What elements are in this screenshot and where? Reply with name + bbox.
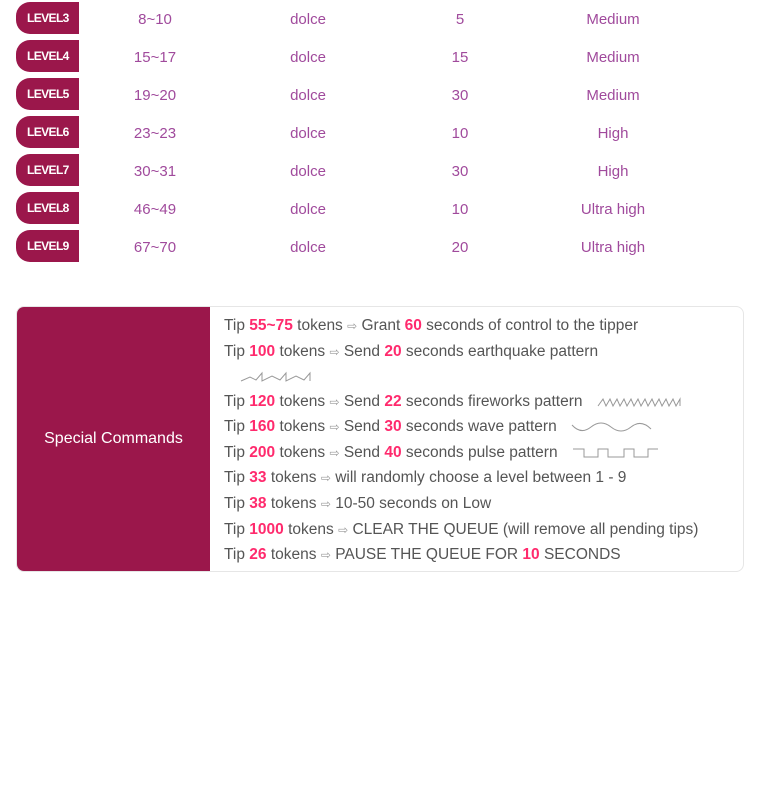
strength-level: Ultra high bbox=[580, 201, 646, 218]
token-amount: 38 bbox=[249, 494, 267, 512]
token-range: 46~49 bbox=[133, 201, 177, 218]
pattern-name: dolce bbox=[290, 125, 326, 142]
command-text: will randomly choose a level between 1 - 9 bbox=[335, 469, 627, 487]
earthquake-pattern-icon bbox=[240, 371, 312, 383]
special-commands-heading: Special Commands bbox=[17, 307, 210, 571]
duration-seconds: 10 bbox=[451, 201, 469, 218]
command-item bbox=[224, 313, 739, 339]
arrow-icon: ⇨ bbox=[338, 522, 349, 537]
command-text: Send bbox=[343, 392, 381, 410]
token-range: 8~10 bbox=[138, 11, 172, 28]
command-text: Send bbox=[343, 418, 381, 436]
level-table bbox=[16, 0, 736, 266]
tip-word: Tip bbox=[224, 418, 245, 436]
command-text: seconds wave pattern bbox=[405, 418, 557, 436]
token-amount: 1000 bbox=[249, 520, 284, 538]
command-text: SECONDS bbox=[543, 546, 621, 564]
arrow-icon: ⇨ bbox=[329, 420, 340, 435]
seconds-amount: 20 bbox=[384, 342, 402, 360]
pulse-pattern-icon bbox=[572, 447, 660, 459]
duration-seconds: 20 bbox=[451, 239, 469, 256]
pattern-name: dolce bbox=[290, 201, 326, 218]
pattern-name: dolce bbox=[290, 49, 326, 66]
command-item bbox=[224, 389, 739, 415]
arrow-icon: ⇨ bbox=[320, 496, 331, 511]
token-amount: 33 bbox=[249, 469, 267, 487]
level-badge: LEVEL6 bbox=[16, 116, 79, 148]
arrow-icon: ⇨ bbox=[329, 445, 340, 460]
tokens-word: tokens bbox=[279, 418, 326, 436]
strength-level: Ultra high bbox=[580, 239, 646, 256]
token-range: 30~31 bbox=[133, 163, 177, 180]
arrow-icon: ⇨ bbox=[320, 471, 331, 486]
command-text: seconds earthquake pattern bbox=[405, 342, 599, 360]
level-row bbox=[16, 228, 736, 266]
wave-pattern-icon bbox=[571, 421, 653, 433]
level-badge: LEVEL5 bbox=[16, 78, 79, 110]
duration-seconds: 5 bbox=[455, 11, 465, 28]
token-range: 67~70 bbox=[133, 239, 177, 256]
tip-word: Tip bbox=[224, 546, 245, 564]
command-item bbox=[224, 517, 739, 543]
level-badge: LEVEL7 bbox=[16, 154, 79, 186]
duration-seconds: 30 bbox=[451, 163, 469, 180]
tokens-word: tokens bbox=[279, 392, 326, 410]
tip-word: Tip bbox=[224, 469, 245, 487]
token-range: 15~17 bbox=[133, 49, 177, 66]
token-amount: 120 bbox=[249, 392, 276, 410]
level-badge: LEVEL9 bbox=[16, 230, 79, 262]
duration-seconds: 30 bbox=[451, 87, 469, 104]
tip-word: Tip bbox=[224, 317, 245, 334]
command-text: PAUSE THE QUEUE FOR bbox=[335, 546, 519, 564]
token-amount: 55~75 bbox=[249, 317, 293, 334]
seconds-amount: 60 bbox=[404, 317, 422, 334]
command-item bbox=[224, 491, 739, 517]
pattern-name: dolce bbox=[290, 239, 326, 256]
arrow-icon: ⇨ bbox=[329, 394, 340, 409]
command-text: seconds fireworks pattern bbox=[405, 392, 583, 410]
command-text: 10-50 seconds on Low bbox=[335, 494, 492, 512]
command-text: Send bbox=[343, 342, 381, 360]
strength-level: High bbox=[597, 163, 629, 180]
command-item bbox=[224, 440, 739, 466]
command-item bbox=[224, 339, 739, 389]
strength-level: Medium bbox=[586, 87, 640, 104]
tokens-word: tokens bbox=[270, 469, 317, 487]
level-badge: LEVEL8 bbox=[16, 192, 79, 224]
seconds-amount: 30 bbox=[384, 418, 402, 436]
token-range: 23~23 bbox=[133, 125, 177, 142]
tip-word: Tip bbox=[224, 392, 245, 410]
command-text: Send bbox=[343, 443, 381, 461]
tokens-word: tokens bbox=[279, 342, 326, 360]
token-amount: 100 bbox=[249, 342, 276, 360]
command-item bbox=[224, 414, 739, 440]
token-amount: 26 bbox=[249, 546, 267, 564]
tokens-word: tokens bbox=[297, 317, 343, 334]
command-list bbox=[224, 313, 739, 568]
token-range: 19~20 bbox=[133, 87, 177, 104]
tokens-word: tokens bbox=[270, 494, 317, 512]
token-amount: 160 bbox=[249, 418, 276, 436]
level-row bbox=[16, 114, 736, 152]
level-row bbox=[16, 190, 736, 228]
seconds-amount: 40 bbox=[384, 443, 402, 461]
duration-seconds: 10 bbox=[451, 125, 469, 142]
duration-seconds: 15 bbox=[451, 49, 469, 66]
fireworks-pattern-icon bbox=[597, 396, 683, 408]
tokens-word: tokens bbox=[288, 520, 334, 538]
tip-word: Tip bbox=[224, 443, 245, 461]
tip-word: Tip bbox=[224, 520, 245, 538]
special-commands-panel bbox=[16, 306, 744, 572]
command-text: CLEAR THE QUEUE (will remove all pending tips) bbox=[352, 520, 699, 538]
arrow-icon: ⇨ bbox=[347, 319, 358, 333]
command-text: seconds pulse pattern bbox=[405, 443, 558, 461]
strength-level: Medium bbox=[586, 11, 640, 28]
token-amount: 200 bbox=[249, 443, 276, 461]
level-row bbox=[16, 152, 736, 190]
strength-level: High bbox=[597, 125, 629, 142]
tokens-word: tokens bbox=[270, 546, 317, 564]
level-badge: LEVEL3 bbox=[16, 2, 79, 34]
seconds-amount: 10 bbox=[522, 546, 540, 564]
command-text: seconds of control to the tipper bbox=[426, 317, 639, 334]
tip-word: Tip bbox=[224, 494, 245, 512]
tip-word: Tip bbox=[224, 342, 245, 360]
seconds-amount: 22 bbox=[384, 392, 402, 410]
level-row bbox=[16, 0, 736, 38]
level-row bbox=[16, 38, 736, 76]
tokens-word: tokens bbox=[279, 443, 326, 461]
level-row bbox=[16, 76, 736, 114]
strength-level: Medium bbox=[586, 49, 640, 66]
command-text: Grant bbox=[361, 317, 401, 334]
pattern-name: dolce bbox=[290, 11, 326, 28]
command-item bbox=[224, 465, 739, 491]
pattern-name: dolce bbox=[290, 87, 326, 104]
arrow-icon: ⇨ bbox=[329, 344, 340, 359]
level-badge: LEVEL4 bbox=[16, 40, 79, 72]
arrow-icon: ⇨ bbox=[320, 548, 331, 563]
command-item bbox=[224, 542, 739, 568]
pattern-name: dolce bbox=[290, 163, 326, 180]
